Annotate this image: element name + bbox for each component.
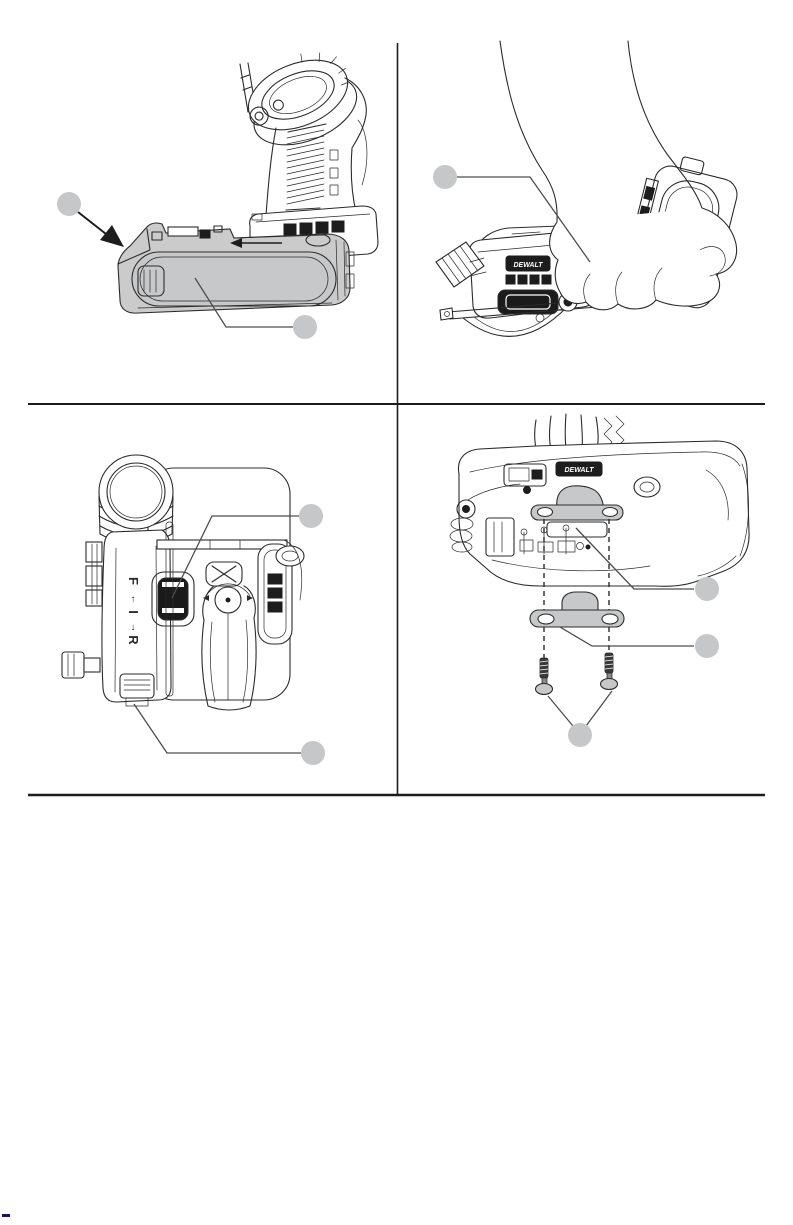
callout-marker-hook-plate <box>695 634 719 658</box>
forward-mark: F <box>126 577 141 585</box>
callout-marker-hook-slot <box>695 577 719 601</box>
panel-belt-hook-assembly <box>450 414 749 747</box>
screws-leader-lines <box>548 691 612 726</box>
tool-rear-view-drawing <box>235 40 378 262</box>
panel-battery-installation <box>57 40 378 339</box>
insert-direction-arrow <box>78 212 124 247</box>
callout-marker-rear-latch <box>301 741 325 765</box>
tool-bottom-brand-label: DEWALT <box>564 467 594 474</box>
latch-leader-line <box>134 704 301 753</box>
panel-direction-selector <box>62 455 325 765</box>
center-mark: I <box>126 610 141 614</box>
tool-body-top-view-drawing <box>62 530 171 706</box>
forward-arrow: ↑ <box>130 594 136 605</box>
callout-marker-direction-switch <box>299 504 323 528</box>
reverse-mark: R <box>126 635 141 645</box>
tool-bottom-view-drawing <box>450 441 749 586</box>
hook-plate-drawing <box>530 592 624 627</box>
reverse-arrow: ↓ <box>130 622 136 633</box>
print-artifact-mark <box>2 1214 10 1217</box>
battery-pack-drawing <box>118 223 354 313</box>
screw-left-drawing <box>536 658 553 695</box>
screw-right-drawing <box>601 653 618 690</box>
callout-marker-battery-insert <box>57 192 81 216</box>
panel-operating-grip <box>433 41 743 336</box>
callout-marker-battery-pack <box>293 315 317 339</box>
callout-marker-screws <box>568 723 592 747</box>
hook-plate-leader-line <box>560 627 694 646</box>
callout-marker-trigger <box>433 165 457 189</box>
saw-brand-label: DEWALT <box>513 262 543 269</box>
